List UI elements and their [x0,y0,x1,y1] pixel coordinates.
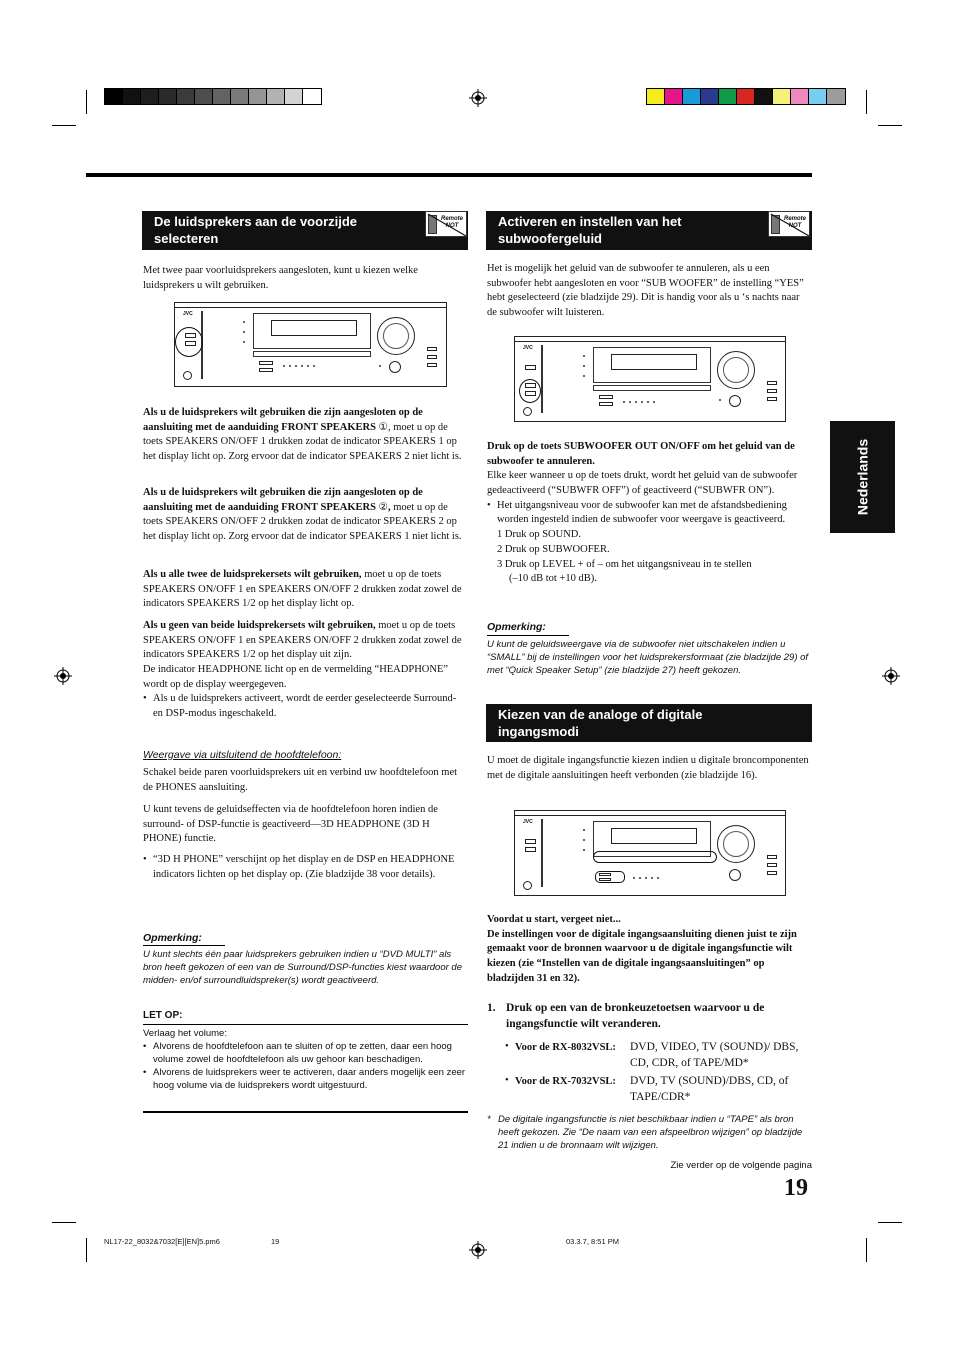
registration-mark-icon [469,1241,487,1259]
registration-mark-icon [882,667,900,685]
remote-not-icon: Remote NOT [768,211,810,237]
color-swatch [827,89,845,104]
headphone-paragraph-2: U kunt tevens de geluidseffecten via de hoofdtelefoon horen indien de surround- of DSP-functie is geactiveerd—3D HEADPHONE (3D H PHONE) functie. [143,804,438,845]
color-swatch [123,89,141,104]
language-tab [830,421,895,533]
registration-mark-icon [469,89,487,107]
remote-not-icon: Remote NOT [425,211,467,237]
note-underline [143,945,225,946]
before-you-start: Voordat u start, vergeet niet... De instellingen voor de digitale ingangsaansluiting dienen juist te zijn gemaakt voor de bronnen waarvoor u de digitale ingangsfunctie wilt kiezen (zie “Instellen van de digitale ingangsaansluitingen” op bladzijden 31 en 32). [487,914,797,984]
color-swatch [285,89,303,104]
footer-page: 19 [271,1237,280,1246]
color-swatch [105,89,123,104]
footer-file: NL17-22_8032&7032[E][EN]5.pm6 [104,1237,220,1246]
intro-paragraph: Met twee paar voorluidsprekers aangesloten, kunt u kiezen welke luidsprekers u wilt gebruiken. [143,265,418,291]
section-heading-front-speakers: De luidsprekers aan de voorzijde selecteren [142,211,468,250]
step-item: (–10 dB tot +10 dB). [509,573,597,585]
caution-bottom-rule [143,1111,468,1113]
note-underline [487,635,569,636]
receiver-illustration: JVC [174,302,447,387]
color-swatch [267,89,285,104]
receiver-illustration: JVC [514,336,786,422]
color-swatch [701,89,719,104]
receiver-illustration: JVC [514,810,786,896]
color-swatch [249,89,267,104]
language-tab-label: Nederlands [853,438,870,516]
crop-mark [86,1238,87,1262]
color-swatch [159,89,177,104]
page-number: 19 [784,1175,808,1201]
color-swatch [195,89,213,104]
note-label: Opmerking: [143,932,202,944]
crop-mark [866,1238,867,1262]
color-bar [646,88,846,105]
color-swatch [719,89,737,104]
headphone-paragraph-1: Schakel beide paren voorluidsprekers uit en verbind uw hoofdtelefoon met de PHONES aansluiting. [143,767,458,793]
footnote: * De digitale ingangsfunctie is niet beschikbaar indien u “TAPE” als bron heeft gekozen. Zie “De naam van een afspeelbron wijzigen” op bladzijde 21 indien u de bronnaam wilt wijzigen. [487,1114,803,1152]
subwoofer-instructions: Druk op de toets SUBWOOFER OUT ON/OFF om het geluid van de subwoofer te annuleren. Elke keer wanneer u op de toets drukt, wordt het geluid van de subwoofer gedeactiveerd (“SUBWFR OFF”) of geactiveerd (“SUBWFR ON”). • Het uitgangsniveau voor de subwoofer kan met de afstandsbediening worden ingesteld indien de subwoofer voor weergave is geactiveerd. 1 Druk op SOUND. 2 Druk op SUBWOOFER. 3 Druk op LEVEL + of – om het uitgangsniveau in te stellen (–10 dB tot +10 dB). [487,440,812,587]
color-swatch [231,89,249,104]
list-item: • Alvorens de hoofdtelefoon aan te sluiten of op te zetten, daar een hoog volume zowel de hoofdtelefoon als uw gehoor kan beschadigen. [143,1040,468,1066]
color-swatch [737,89,755,104]
headphone-bullet [143,853,468,882]
color-swatch [665,89,683,104]
subheading-headphones: Weergave via uitsluitend de hoofdtelefoon: [143,749,342,761]
crop-mark [866,90,867,114]
paragraph-speakers-2: Als u de luidsprekers wilt gebruiken die zijn aangesloten op de aansluiting met de aanduiding FRONT SPEAKERS ②, moet u op de toets SPEAKERS ON/OFF 2 drukken zodat de indicator SPEAKERS 2 op het display licht op. Zorg ervoor dat de indicator SPEAKERS 1 niet licht is. [143,487,462,543]
crop-mark [878,125,902,126]
list-item: • Het uitgangsniveau voor de subwoofer kan met de afstandsbediening worden ingesteld indien de subwoofer voor weergave is geactiveerd. [487,499,812,528]
continue-note: Zie verder op de volgende pagina [670,1160,812,1171]
model-row-7032: • Voor de RX-7032VSL: DVD, TV (SOUND)/DBS, CD, of TAPE/CDR* [505,1075,789,1103]
top-rule [86,173,812,177]
list-item: • “3D H PHONE” verschijnt op het display en de DSP en HEADPHONE indicators lichten op het display op. (Zie bladzijde 38 voor details). [143,853,468,882]
caution-label: LET OP: [143,1010,183,1021]
paragraph-speakers-both: Als u alle twee de luidsprekersets wilt gebruiken, moet u op de toets SPEAKERS ON/OFF 1 en SPEAKERS ON/OFF 2 drukken zodat zowel de indicators SPEAKERS 1/2 op het display licht op. [143,569,462,610]
caution-underline [143,1024,468,1025]
list-item: • Als u de luidsprekers activeert, wordt de eerder geselecteerde Surround- en DSP-modus ingeschakeld. [143,692,468,721]
registration-mark-icon [54,667,72,685]
color-swatch [755,89,773,104]
step-1: 1. Druk op een van de bronkeuzetoetsen waarvoor u de ingangsfunctie wilt veranderen. [487,1002,765,1031]
list-item: • Alvorens de luidsprekers weer te activeren, daar anders mogelijk een zeer hoog volume via de luidsprekers wordt uitgestuurd. [143,1066,468,1092]
crop-mark [52,1222,76,1223]
subwoofer-intro: Het is mogelijk het geluid van de subwoofer te annuleren, als u een subwoofer hebt aangesloten en voor “SUB WOOFER” de instelling “YES” hebt geselecteerd (zie bladzijde 29). Dit is handig voor als u ‘s nachts naar de subwoofer wilt luisteren. [487,263,804,319]
color-swatch [791,89,809,104]
section-heading-digital-input: Kiezen van de analoge of digitale ingangsmodi [486,704,812,742]
color-swatch [303,89,321,104]
footer-date: 03.3.7, 8:51 PM [566,1237,619,1246]
step-item: 2 Druk op SUBWOOFER. [497,543,610,555]
model-row-8032: • Voor de RX-8032VSL: DVD, VIDEO, TV (SOUND)/ DBS, CD, CDR, of TAPE/MD* [505,1041,799,1069]
caution-text: Verlaag het volume: • Alvorens de hoofdtelefoon aan te sluiten of op te zetten, daar een hoog volume zowel de hoofdtelefoon als uw gehoor kan beschadigen. • Alvorens de luidsprekers weer te activeren, daar anders mogelijk een zeer hoog volume via de luidsprekers wordt uitgestuurd. [143,1027,468,1093]
section-heading-subwoofer: Activeren en instellen van het subwoofergeluid [486,211,812,250]
paragraph-speakers-none: Als u geen van beide luidsprekersets wilt gebruiken, moet u op de toets SPEAKERS ON/OFF 1 en SPEAKERS ON/OFF 2 drukken zodat zowel de indicators SPEAKERS 1/2 op het display uit zijn. De indicator HEADPHONE licht op en de vermelding “HEADPHONE” wordt op de display weergegeven. • Als u de luidsprekers activeert, wordt de eerder geselecteerde Surround- en DSP-modus ingeschakeld. [143,619,468,722]
crop-mark [86,90,87,114]
color-swatch [213,89,231,104]
paragraph-speakers-1: Als u de luidsprekers wilt gebruiken die zijn aangesloten op de aansluiting met de aanduiding FRONT SPEAKERS ①, moet u op de toets SPEAKERS ON/OFF 1 drukken zodat de indicator SPEAKERS 1 op het display licht op. Zorg ervoor dat de indicator SPEAKERS 2 niet licht is. [143,407,462,463]
note-label: Opmerking: [487,621,546,633]
digital-intro: U moet de digitale ingangsfunctie kiezen indien u digitale broncomponenten met de digitale aansluitingen heeft verbonden (zie bladzijde 16). [487,755,809,781]
color-swatch [809,89,827,104]
crop-mark [52,125,76,126]
step-item: 3 Druk op LEVEL + of – om het uitgangsniveau in te stellen [497,558,752,570]
crop-mark [878,1222,902,1223]
note-text: U kunt de geluidsweergave via de subwoofer niet uitschakelen indien u “SMALL” bij de instellingen voor het luidsprekersformaat (zie bladzijde 29) of met “Quick Speaker Setup” (zie bladzijde 27) heeft gekozen. [487,639,809,677]
color-swatch [773,89,791,104]
step-item: 1 Druk op SOUND. [497,529,581,541]
color-swatch [683,89,701,104]
grayscale-bar [104,88,322,105]
color-swatch [647,89,665,104]
color-swatch [177,89,195,104]
note-text: U kunt slechts één paar luidsprekers gebruiken indien u “DVD MULTI” als bron heeft gekozen of een van de Surround/DSP-functies kiest waardoor de midden- en/of surroundluidspreker(s) wordt geactiveerd. [143,949,462,987]
color-swatch [141,89,159,104]
